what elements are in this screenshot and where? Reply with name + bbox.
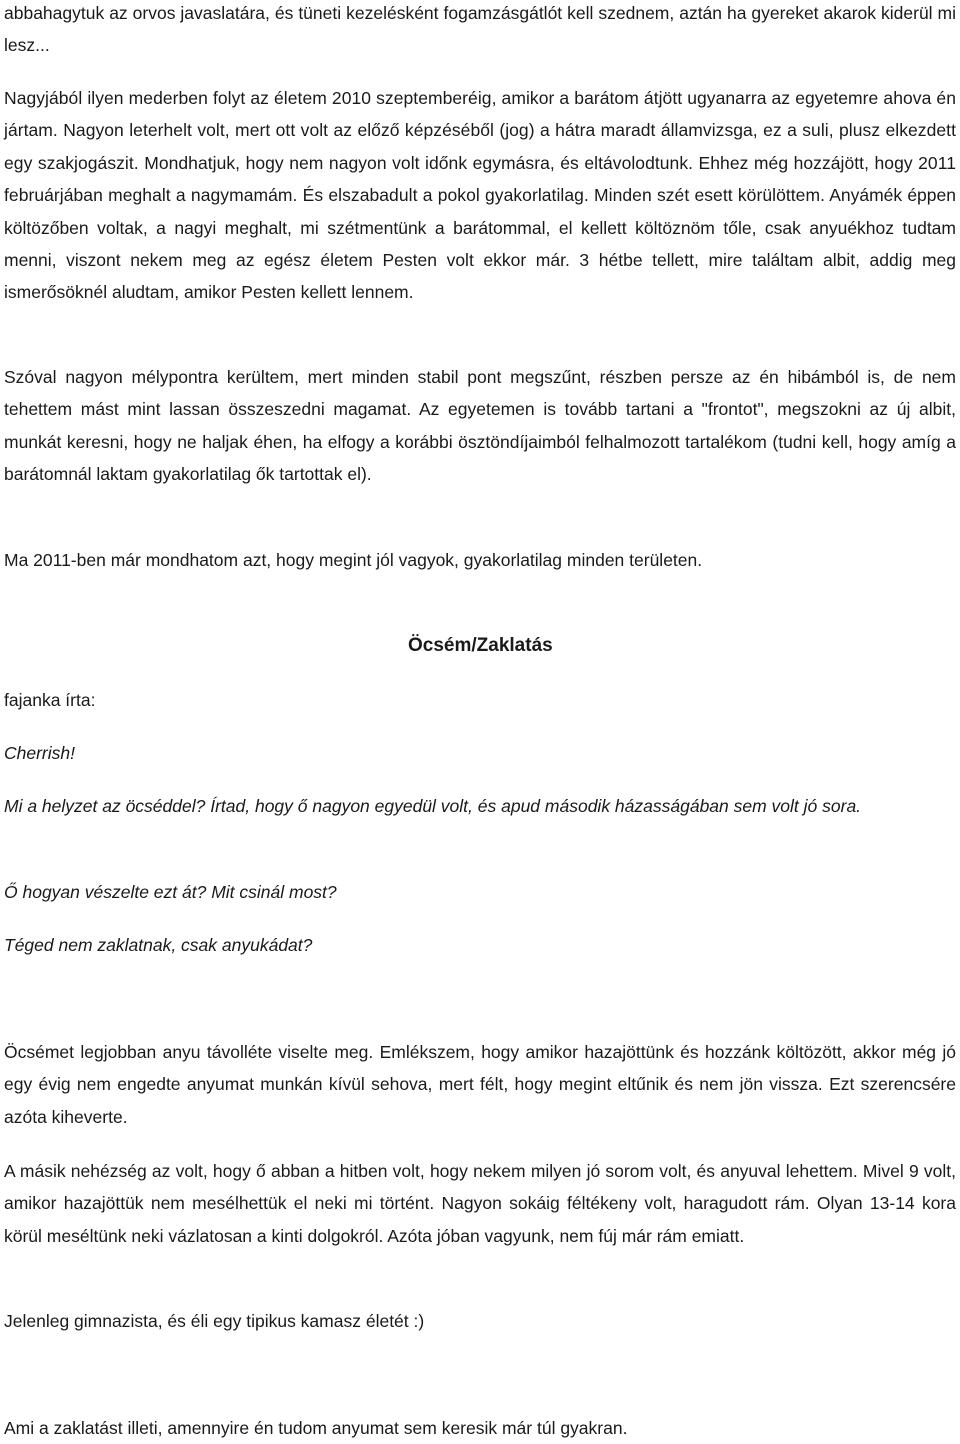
paragraph-currently: Jelenleg gimnazista, és éli egy tipikus kamasz életét :) — [4, 1311, 425, 1331]
paragraph-harassment: Ami a zaklatást illeti, amennyire én tudom anyumat sem keresik már túl gyakran. — [4, 1418, 628, 1438]
paragraph-brother — [4, 1036, 956, 1133]
paragraph-lowpoint-text: Szóval nagyon mélypontra kerültem, mert minden stabil pont megszűnt, részben persze az én hibámból is, de nem tehettem mást mint lassan összeszedni magamat. Az egyetemen is tovább tartani a "frontot", megszokni az új albit, munkát keresni, hogy ne haljak éhen, ha elfogy a korábbi ösztöndíjaimból felhalmozott tartalékom (tudni kell, hogy amíg a barátomnál laktam gyakorlatilag ők tartottak el). — [4, 367, 956, 485]
quote-question-1 — [4, 790, 956, 822]
paragraph-intro-text: abbahagytuk az orvos javaslatára, és tüneti kezelésként fogamzásgátlót kell szednem, aztán ha gyereket akarok kiderül mi lesz... — [4, 3, 956, 56]
paragraph-brother-text: Öcsémet legjobban anyu távolléte viselte meg. Emlékszem, hogy amikor hazajöttünk és hozzánk költözött, akkor még jó egy évig nem engedte anyumat munkán kívül sehova, mert félt, hogy megint eltűnik és nem jön vissza. Ezt szerencsére azóta kiheverte. — [4, 1042, 956, 1127]
paragraph-2010-events — [4, 82, 956, 309]
quote-question-3: Téged nem zaklatnak, csak anyukádat? — [4, 935, 313, 955]
quote-author: fajanka írta: — [4, 690, 96, 710]
quote-question-1-text: Mi a helyzet az öcséddel? Írtad, hogy ő nagyon egyedül volt, és apud második házasságában sem volt jó sora. — [4, 796, 862, 816]
paragraph-2010-events-text-b: Anyámék éppen költözőben voltak, a nagyi meghalt, mi szétmentünk a barátommal, el kellett költöznöm tőle, csak anyuékhoz tudtam menni, viszont nekem meg az egész életem Pesten volt ekkor már. 3 hétbe tellett, mire találtam albit, addig meg ismerősöknél aludtam, amikor Pesten kellett lennem. — [4, 185, 956, 303]
paragraph-difficulty — [4, 1155, 956, 1252]
paragraph-intro — [4, 0, 956, 62]
quote-greeting: Cherrish! — [4, 743, 75, 763]
quote-question-2: Ő hogyan vészelte ezt át? Mit csinál most? — [4, 882, 337, 902]
paragraph-lowpoint — [4, 361, 956, 491]
paragraph-2011-status-text: Ma 2011-ben már mondhatom azt, hogy megint jól vagyok, gyakorlatilag minden területen. — [4, 550, 703, 570]
paragraph-difficulty-text: A másik nehézség az volt, hogy ő abban a hitben volt, hogy nekem milyen jó sorom volt, és anyuval lehettem. Mivel 9 volt, amikor hazajöttük nem mesélhettük el neki mi történt. Nagyon sokáig féltékeny volt, haragudott rám. Olyan 13-14 kora körül meséltünk neki vázlatosan a kinti dolgokról. Azóta jóban vagyunk, nem fúj már rám emiatt. — [4, 1161, 956, 1246]
paragraph-2010-events-text-a: Nagyjából ilyen mederben folyt az életem 2010 szeptemberéig, amikor a barátom átjött ugyanarra az egyetemre ahova én jártam. Nagyon leterhelt volt, mert ott volt az előző képzéséből (jog) a hátra maradt államvizsga, ez a suli, plusz elkezdett egy szakjogászit. Mondhatjuk, hogy nem nagyon volt időnk egymásra, és eltávolodtunk. Ehhez még hozzájött, hogy 2011 februárjában meghalt a nagymamám. És elszabadult a pokol gyakorlatilag. Minden szét esett körülöttem. — [4, 88, 956, 206]
section-heading: Öcsém/Zaklatás — [408, 635, 553, 656]
paragraph-2011-status — [4, 544, 956, 576]
